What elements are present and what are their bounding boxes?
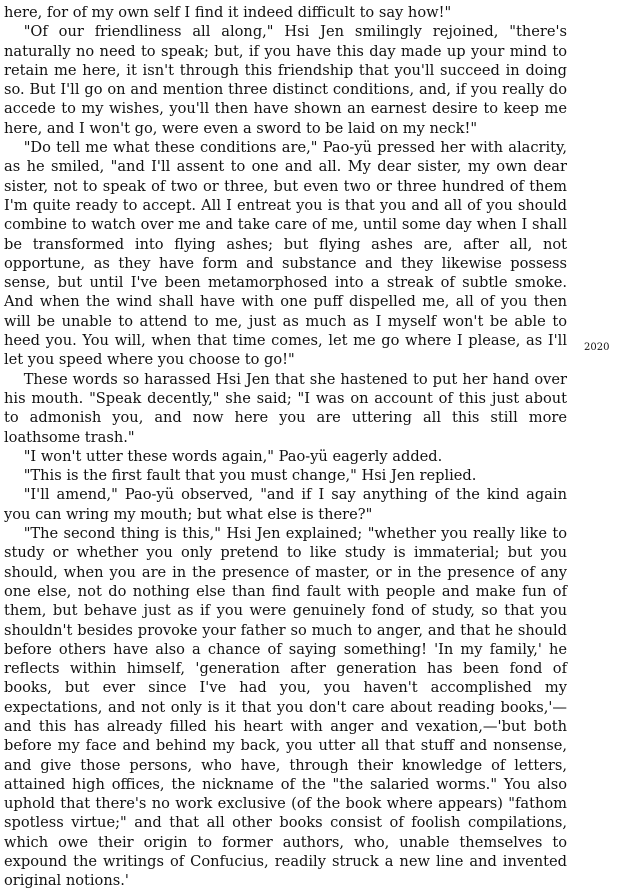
paragraph-continuation: here, for of my own self I find it indeed difficult to say how!" xyxy=(4,4,452,21)
document-page xyxy=(4,3,567,891)
paragraph-hsi-jen-admonish: These words so harassed Hsi Jen that she hastened to put her hand over his mouth. "Speak decently," she said; "I was on account of this just about to admonish you, and now here you are uttering all this still more loathsome trash." xyxy=(4,370,567,446)
page-number: 2020 xyxy=(584,342,610,353)
paragraph-pao-yu-assent: "Do tell me what these conditions are," Pao-yü pressed her with alacrity, as he smiled, "and I'll assent to one and all. My dear sister, my own dear sister, not to speak of two or three, but even two or three hundred of them I'm quite ready to accept. All I entreat you is that you and all of you should combine to watch over me and take care of me, until some day when I shall be transformed into flying ashes; but flying ashes are, after all, not opportune, as they have form and substance and they likewise possess sense, but until I've been metamorphosed into a streak of subtle smoke. And when the wind shall have with one puff dispelled me, all of you then will be unable to attend to me, just as much as I myself won't be able to heed you. You will, when that time comes, let me go where I please, as I'll let you speed where you choose to go!" xyxy=(4,139,567,369)
paragraph-pao-yu-amend: "I'll amend," Pao-yü observed, "and if I say anything of the kind again you can wring my mouth; but what else is there?" xyxy=(4,486,567,523)
paragraph-first-fault: "This is the first fault that you must change," Hsi Jen replied. xyxy=(23,467,477,485)
paragraph-second-thing: "The second thing is this," Hsi Jen explained; "whether you really like to study or whether you only pretend to like study is immaterial; but you should, when you are in the presence of master, or in the presence of any one else, not do nothing else than find fault with people and make fun of them, but behave just as if you were genuinely fond of study, so that you shouldn't besides provoke your father so much to anger, and that he should before others have also a chance of saying something! 'In my family,' he reflects within himself, 'generation after generation has been fond of books, but ever since I've had you, you haven't accomplished my expectations, and not only is it that you don't care about reading books,'—and this has already filled his heart with anger and vexation,—'but both before my face and behind my back, you utter all that stuff and nonsense, and give those persons, who have, through their knowledge of letters, attained high offices, the nickname of the "the salaried worms." You also uphold that there's no work exclusive (of the book where appears) "fathom spotless virtue;" and that all other books consist of foolish compilations, which owe their origin to former authors, who, unable themselves to expound the writings of Confucius, readily struck a new line and invented original notions.' xyxy=(4,525,567,890)
paragraph-pao-yu-promise: "I won't utter these words again," Pao-yü eagerly added. xyxy=(23,447,443,465)
paragraph-hsi-jen-conditions: "Of our friendliness all along," Hsi Jen smilingly rejoined, "there's naturally no need to speak; but, if you have this day made up your mind to retain me here, it isn't through this friendship that you'll succeed in doing so. But I'll go on and mention three distinct conditions, and, if you really do accede to my wishes, you'll then have shown an earnest desire to keep me here, and I won't go, were even a sword to be laid on my neck!" xyxy=(4,23,567,137)
